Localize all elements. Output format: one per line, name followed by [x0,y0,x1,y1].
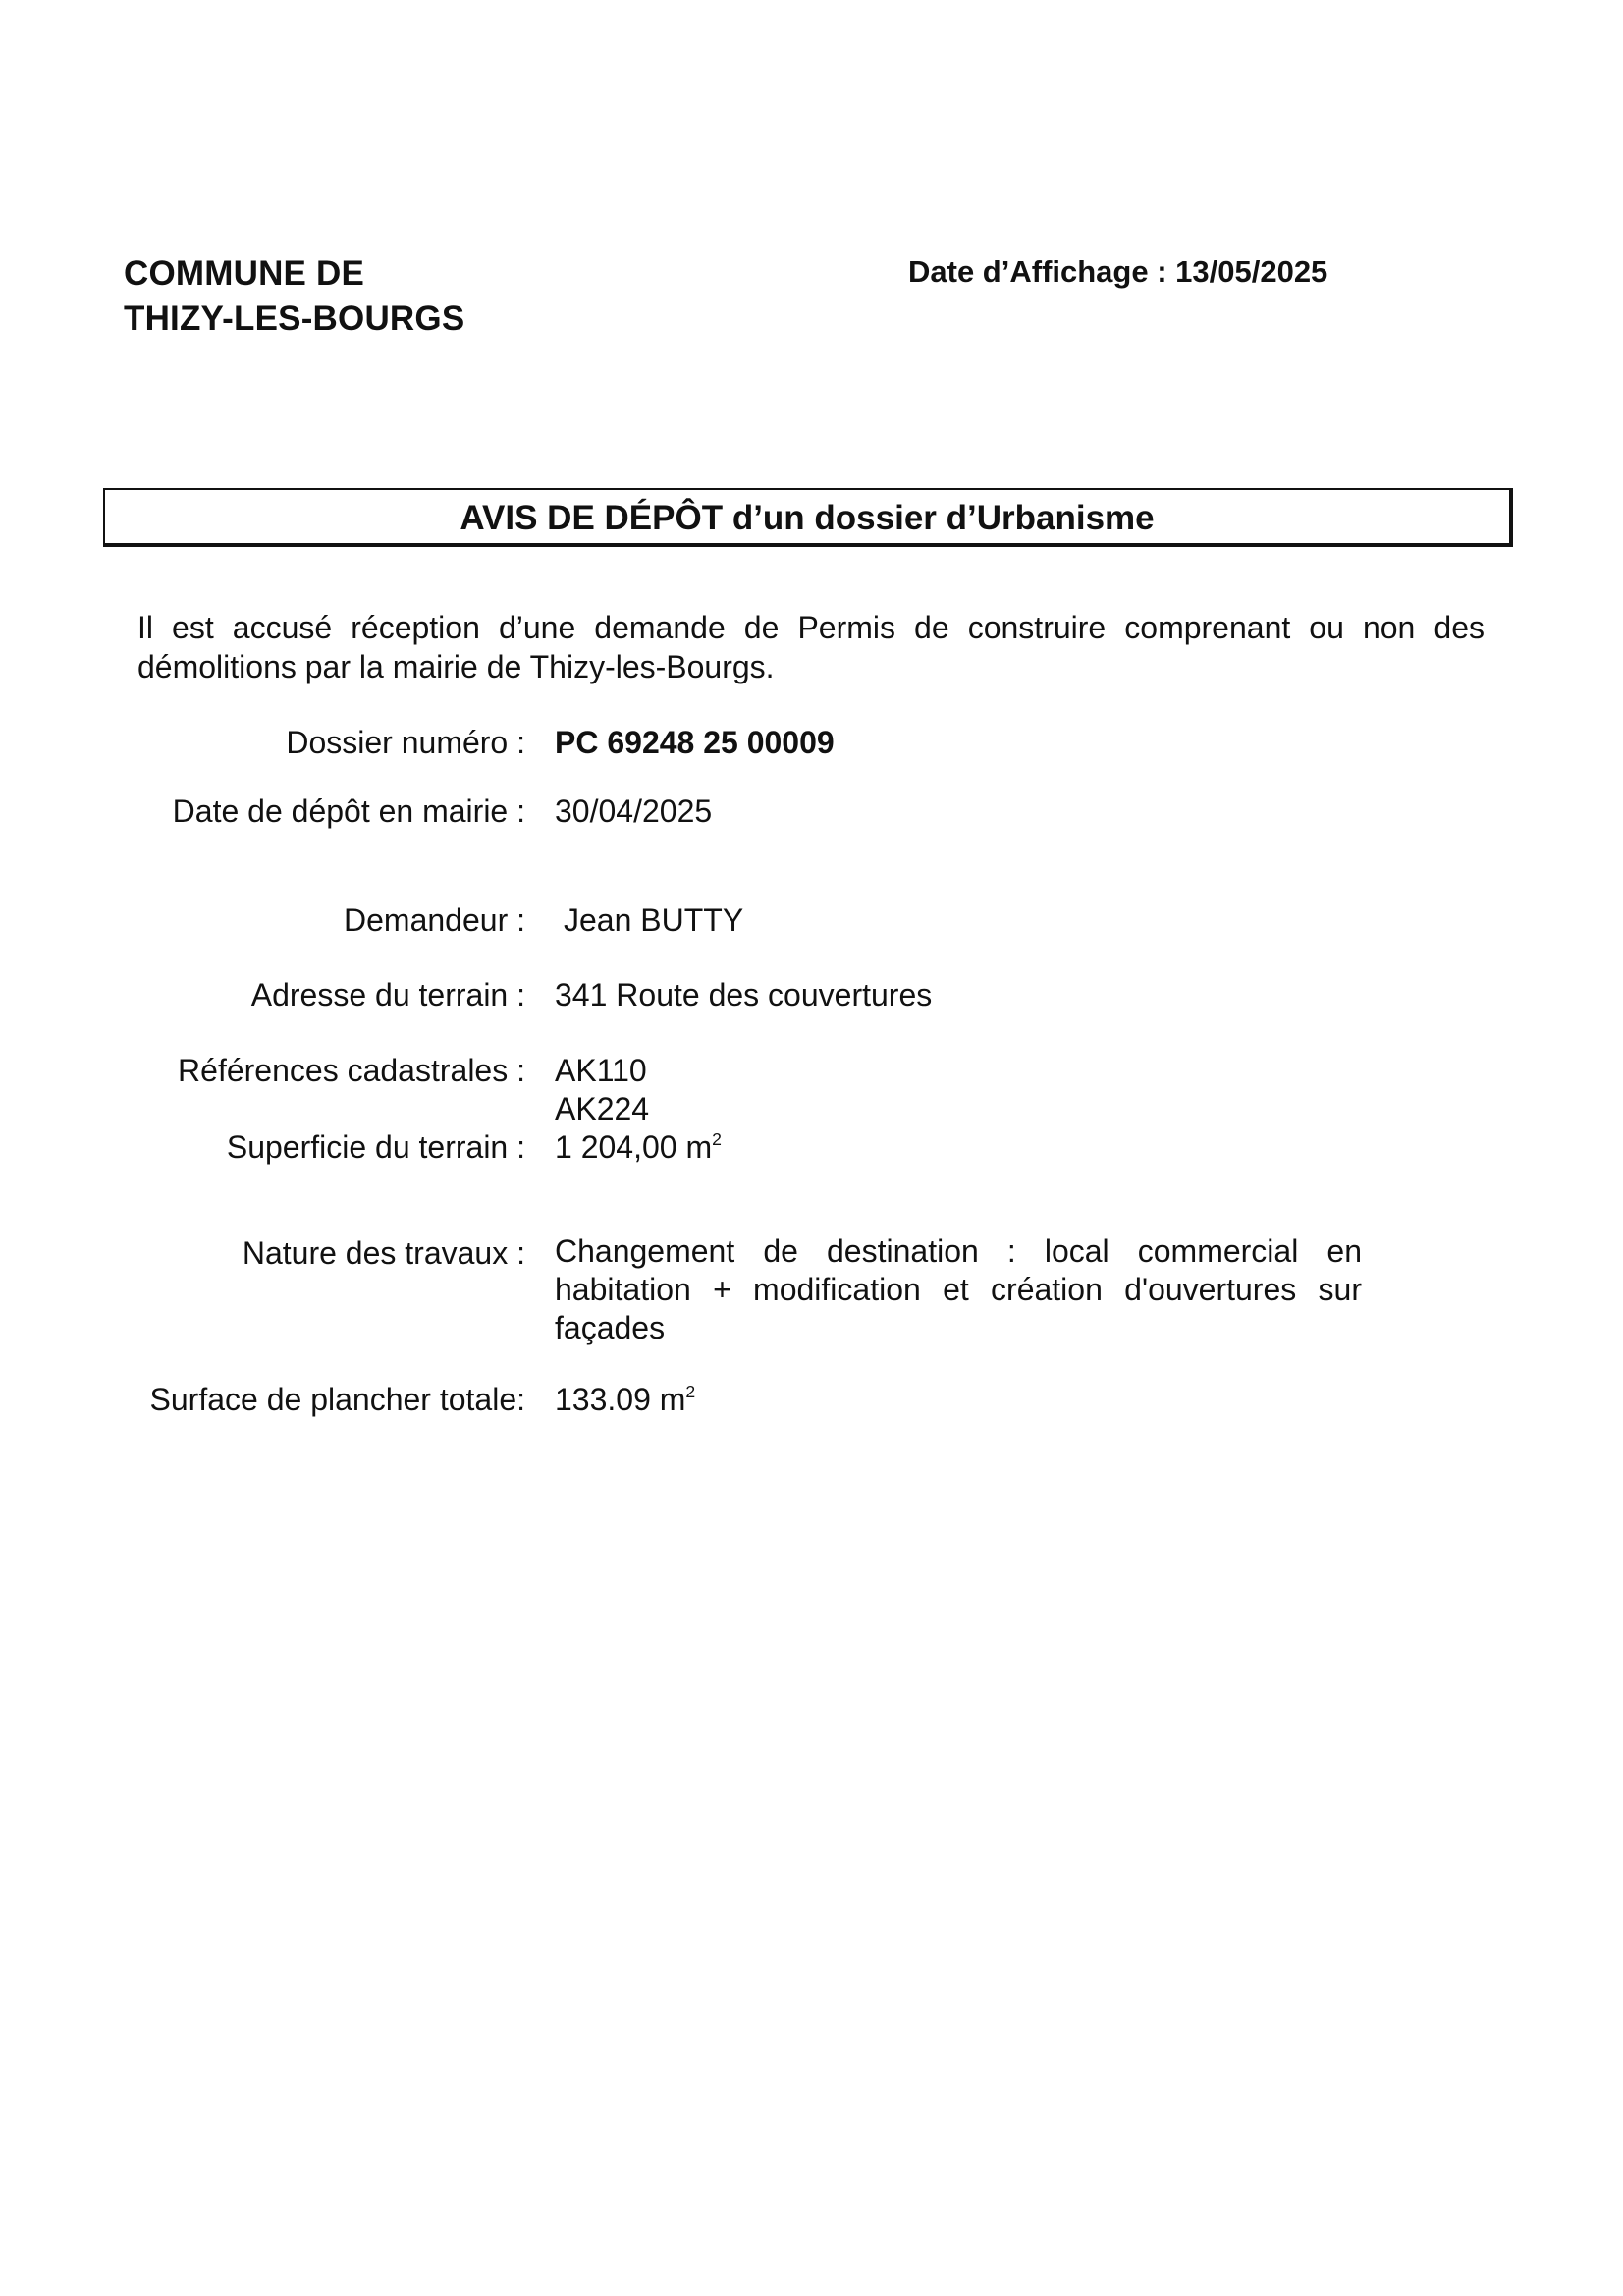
intro-line-2: démolitions par la mairie de Thizy-les-Bourgs. [137,649,775,684]
reference-2: AK224 [555,1091,650,1126]
surface-number: 133.09 m [555,1382,686,1417]
nature-value [555,1232,1362,1347]
adresse-value: 341 Route des couvertures [555,977,933,1012]
nature-line-1: Changement de destination : local commercial en [555,1233,1362,1269]
date-affichage: Date d’Affichage : 13/05/2025 [908,254,1328,289]
demandeur-label: Demandeur : [344,902,525,938]
demandeur-value: Jean BUTTY [564,902,744,938]
commune-line-1: COMMUNE DE [124,254,365,293]
superficie-unit-exponent: 2 [712,1128,722,1149]
superficie-label: Superficie du terrain : [226,1129,525,1165]
date-depot-label: Date de dépôt en mairie : [172,793,525,829]
nature-line-2: habitation + modification et création d'ouvertures sur [555,1272,1362,1307]
dossier-label: Dossier numéro : [286,725,525,760]
reference-1: AK110 [555,1053,647,1088]
nature-label: Nature des travaux : [242,1235,525,1271]
references-label: Références cadastrales : [178,1053,525,1088]
intro-paragraph [137,608,1485,686]
surface-label: Surface de plancher totale: [149,1382,525,1417]
adresse-label: Adresse du terrain : [250,977,525,1012]
title-box [103,488,1513,547]
dossier-value: PC 69248 25 00009 [555,725,835,760]
superficie-value [555,1128,722,1166]
intro-line-1: Il est accusé réception d’une demande de Permis de construire comprenant ou non des [137,610,1485,645]
date-depot-value: 30/04/2025 [555,793,713,829]
nature-line-3: façades [555,1310,666,1345]
surface-value [555,1381,695,1418]
surface-unit-exponent: 2 [685,1381,696,1401]
commune-line-2: THIZY-LES-BOURGS [124,300,465,338]
commune-name [124,251,464,342]
document-title: AVIS DE DÉPÔT d’un dossier d’Urbanisme [460,499,1155,537]
superficie-number: 1 204,00 m [555,1129,713,1165]
